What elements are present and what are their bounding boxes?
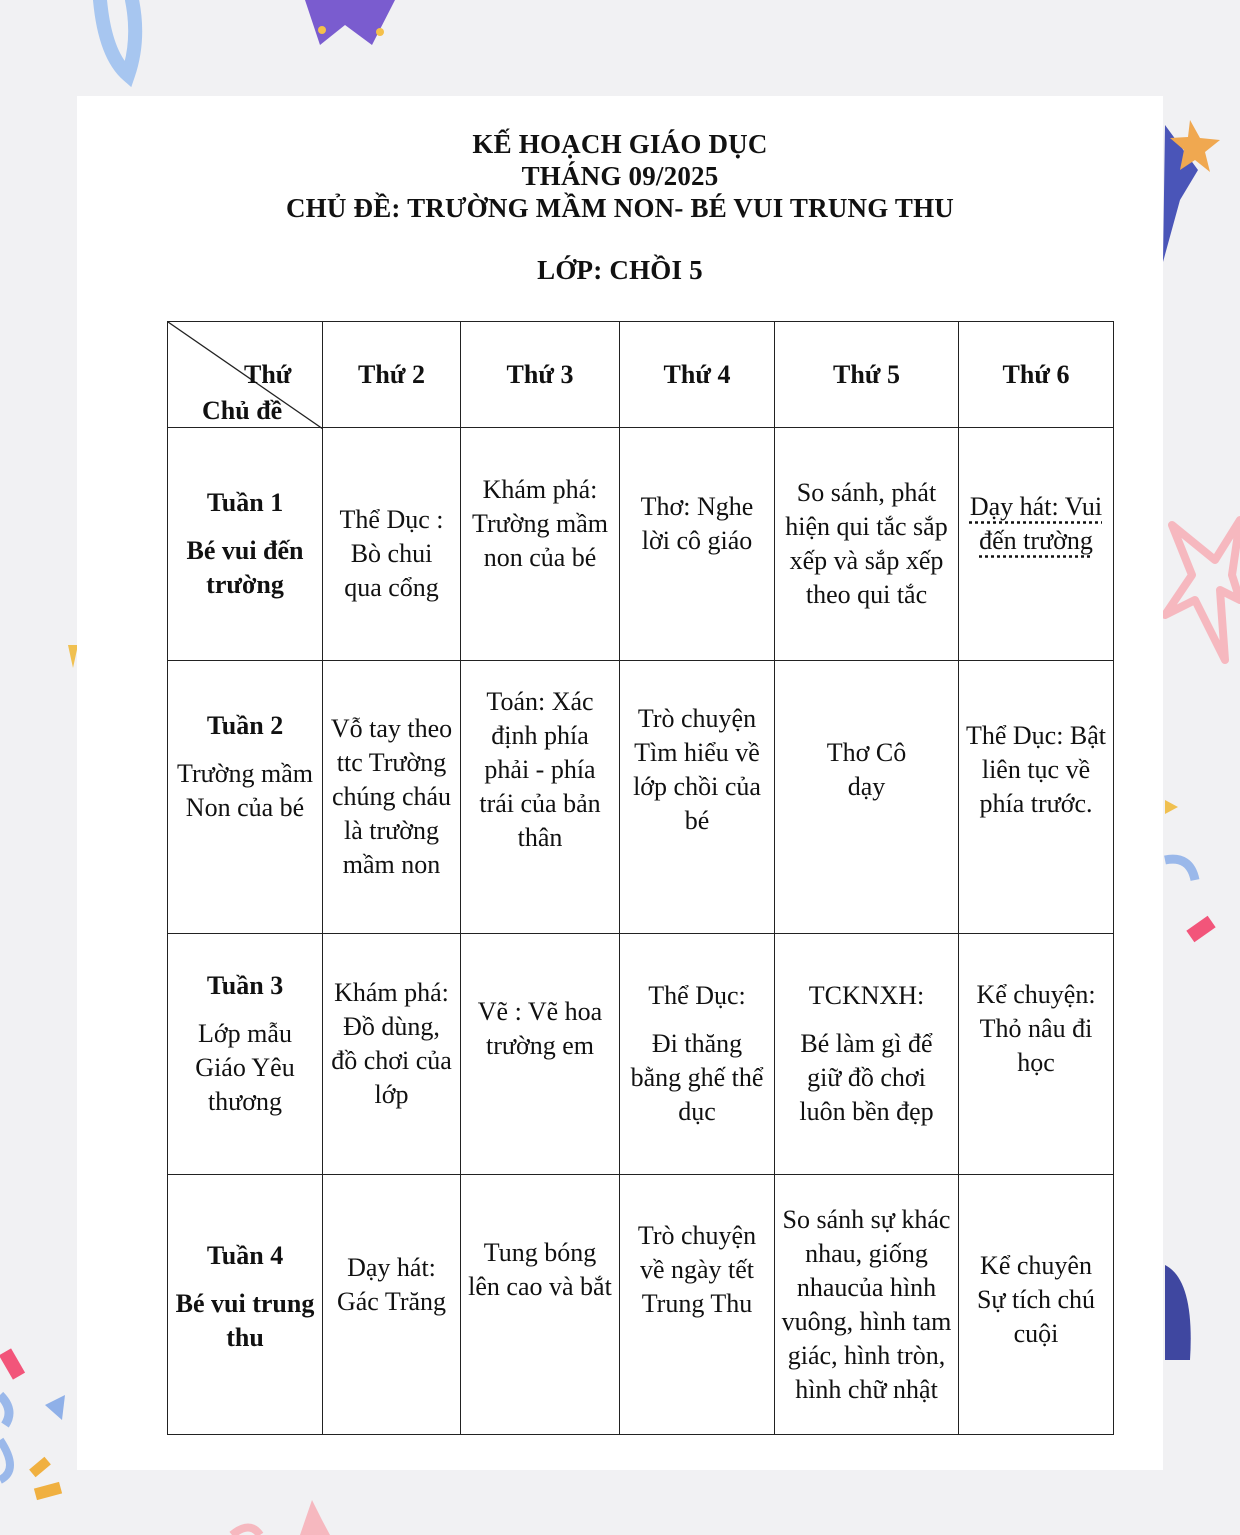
document-title: KẾ HOẠCH GIÁO DỤC [472,129,768,159]
corner-header-cell [168,322,323,428]
header-day-5: Thứ 5 [775,322,959,428]
activity-cell: Tung bóng lên cao và bắt [461,1175,620,1435]
document-month: THÁNG 09/2025 [521,161,719,191]
activity-cell: Khám phá: Đồ dùng, đồ chơi của lớp [323,934,461,1175]
activity-cell [620,934,775,1175]
document-header [77,128,1163,286]
activity-cell: Khám phá: Trường mầm non của bé [461,428,620,661]
activity-cell: Trò chuyện về ngày tết Trung Thu [620,1175,775,1435]
week-topic: Bé vui trung thu [175,1289,315,1352]
activity-cell: Thể Dục: Bật liên tục về phía trước. [959,661,1114,934]
week-topic: Lớp mẫu Giáo Yêu thương [195,1019,295,1116]
header-day-2: Thứ 2 [323,322,461,428]
activity-text: Bé làm gì để giữ đồ chơi luôn bền đẹp [799,1029,934,1126]
table-row-week-3 [168,934,1114,1175]
header-day-3: Thứ 3 [461,322,620,428]
activity-cell: So sánh, phát hiện qui tắc sắp xếp và sắp xếp theo qui tắc [775,428,959,661]
corner-topic-label: Chủ đề [202,396,283,425]
document-page [77,96,1163,1470]
header-day-6: Thứ 6 [959,322,1114,428]
activity-cell [959,428,1114,661]
table-row-week-4 [168,1175,1114,1435]
week-label: Tuần 3 [206,971,284,1000]
activity-cell: Thơ: Nghe lời cô giáo [620,428,775,661]
activity-cell: Vẽ : Vẽ hoa trường em [461,934,620,1175]
week-cell [168,1175,323,1435]
week-cell [168,934,323,1175]
week-label: Tuần 1 [206,488,284,517]
activity-text: Dạy hát: Vui đến trường [969,492,1103,555]
education-plan-table [167,321,1114,1435]
activity-title: Thể Dục: [648,981,746,1010]
activity-cell: Thể Dục : Bò chui qua cổng [323,428,461,661]
header-day-4: Thứ 4 [620,322,775,428]
activity-cell [775,934,959,1175]
activity-cell: So sánh sự khác nhau, giống nhaucủa hình vuông, hình tam giác, hình tròn, hình chữ nhật [775,1175,959,1435]
week-topic: Bé vui đến trường [186,536,304,599]
header-row [168,322,1114,428]
class-label: LỚP: CHỒI 5 [537,255,703,285]
activity-cell: Thơ Cô dạy [775,661,959,934]
week-label: Tuần 2 [206,711,284,740]
document-theme: CHỦ ĐỀ: TRƯỜNG MẦM NON- BÉ VUI TRUNG THU [285,193,955,223]
week-cell [168,661,323,934]
week-cell [168,428,323,661]
activity-cell: Toán: Xác định phía phải - phía trái của bản thân [461,661,620,934]
table-row-week-2 [168,661,1114,934]
activity-cell: Trò chuyện Tìm hiểu về lớp chồi của bé [620,661,775,934]
activity-text: Đi thăng bằng ghế thể dục [630,1029,764,1126]
corner-day-label: Thứ [244,360,292,389]
week-label: Tuần 4 [206,1241,284,1270]
activity-title: TCKNXH: [808,981,925,1010]
activity-cell: Vỗ tay theo ttc Trường chúng cháu là trường mầm non [323,661,461,934]
activity-cell: Kể chuyên Sự tích chú cuội [959,1175,1114,1435]
activity-cell: Dạy hát: Gác Trăng [323,1175,461,1435]
week-topic: Trường mầm Non của bé [177,759,313,822]
activity-cell: Kể chuyện: Thỏ nâu đi học [959,934,1114,1175]
table-row-week-1 [168,428,1114,661]
